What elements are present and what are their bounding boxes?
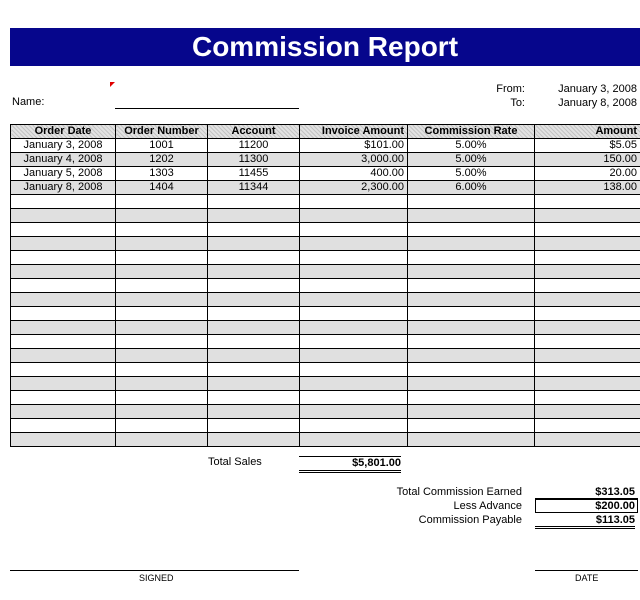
less-advance-label: Less Advance [453,500,522,512]
from-label: From: [496,83,525,95]
table-cell[interactable] [300,433,408,447]
table-cell[interactable] [300,293,408,307]
table-row [11,307,640,321]
table-cell[interactable] [535,251,640,265]
table-cell[interactable] [300,363,408,377]
column-header: Invoice Amount [300,125,408,139]
comment-indicator-icon [110,82,115,87]
table-row [11,349,640,363]
table-cell[interactable] [408,405,535,419]
commission-payable-value[interactable]: $113.05 [535,514,635,529]
table-cell[interactable] [208,237,300,251]
table-row [11,195,640,209]
commission-earned-label: Total Commission Earned [396,486,522,498]
table-cell[interactable] [116,405,208,419]
table-cell[interactable] [11,405,116,419]
table-row [11,405,640,419]
signature-line[interactable] [10,570,299,571]
table-cell[interactable] [116,363,208,377]
table-cell[interactable] [300,279,408,293]
table-cell[interactable] [300,405,408,419]
table-cell[interactable] [11,349,116,363]
table-cell[interactable] [116,349,208,363]
table-cell[interactable] [535,349,640,363]
table-cell[interactable] [535,209,640,223]
table-cell[interactable] [300,307,408,321]
table-cell[interactable] [300,377,408,391]
table-cell[interactable] [408,321,535,335]
table-row [11,391,640,405]
date-line[interactable] [535,570,638,571]
table-cell[interactable] [116,279,208,293]
table-cell[interactable] [535,307,640,321]
table-cell[interactable] [535,279,640,293]
table-cell[interactable] [408,195,535,209]
table-row [11,153,640,167]
total-sales-value[interactable]: $5,801.00 [299,456,401,473]
table-cell[interactable] [300,335,408,349]
table-cell[interactable] [208,349,300,363]
table-cell[interactable] [208,209,300,223]
report-title: Commission Report [10,28,640,66]
table-cell[interactable] [535,405,640,419]
table-cell[interactable]: January 4, 2008 [11,153,116,167]
table-cell[interactable] [408,377,535,391]
table-cell[interactable]: 5.00% [408,139,535,153]
table-row [11,251,640,265]
signed-label: SIGNED [139,573,174,583]
table-cell[interactable] [300,419,408,433]
table-cell[interactable] [11,307,116,321]
table-row [11,139,640,153]
table-cell[interactable] [408,265,535,279]
table-cell[interactable] [535,377,640,391]
table-cell[interactable] [208,279,300,293]
table-cell[interactable] [208,307,300,321]
commission-earned-value[interactable]: $313.05 [595,486,635,498]
table-cell[interactable]: 138.00 [535,181,640,195]
table-cell[interactable] [11,335,116,349]
table-cell[interactable] [116,265,208,279]
to-label: To: [510,97,525,109]
table-row [11,363,640,377]
table-cell[interactable] [408,335,535,349]
table-cell[interactable] [208,405,300,419]
table-cell[interactable] [535,195,640,209]
table-cell[interactable] [208,377,300,391]
table-cell[interactable] [408,251,535,265]
table-cell[interactable] [116,223,208,237]
table-cell[interactable] [208,195,300,209]
table-cell[interactable] [208,251,300,265]
table-cell[interactable] [11,433,116,447]
table-row [11,279,640,293]
table-header-row [11,125,640,139]
table-cell[interactable] [535,335,640,349]
table-cell[interactable] [300,349,408,363]
table-cell[interactable] [116,293,208,307]
table-cell[interactable] [11,293,116,307]
table-cell[interactable] [11,279,116,293]
table-cell[interactable] [300,391,408,405]
table-cell[interactable] [116,307,208,321]
table-cell[interactable] [11,419,116,433]
name-field[interactable] [115,108,299,109]
table-cell[interactable] [408,293,535,307]
table-cell[interactable] [208,391,300,405]
to-date[interactable]: January 8, 2008 [558,97,637,109]
column-header: Commission Rate [408,125,535,139]
table-cell[interactable]: 1404 [116,181,208,195]
table-cell[interactable] [535,391,640,405]
table-cell[interactable] [300,265,408,279]
table-cell[interactable] [11,237,116,251]
table-cell[interactable] [535,363,640,377]
table-row [11,321,640,335]
table-cell[interactable] [300,251,408,265]
table-cell[interactable] [408,349,535,363]
table-cell[interactable] [408,223,535,237]
table-cell[interactable] [535,265,640,279]
table-cell[interactable] [535,223,640,237]
table-cell[interactable] [116,195,208,209]
table-cell[interactable] [300,195,408,209]
table-cell[interactable] [11,209,116,223]
commission-payable-label: Commission Payable [418,514,522,526]
table-cell[interactable] [11,321,116,335]
table-cell[interactable] [116,391,208,405]
table-cell[interactable] [116,335,208,349]
table-cell[interactable]: 11200 [208,139,300,153]
table-cell[interactable] [408,237,535,251]
less-advance-value[interactable]: $200.00 [535,499,638,513]
table-cell[interactable] [208,223,300,237]
table-cell[interactable] [300,237,408,251]
table-cell[interactable] [535,321,640,335]
table-row [11,377,640,391]
table-cell[interactable]: 1303 [116,167,208,181]
table-cell[interactable] [11,265,116,279]
table-cell[interactable] [208,293,300,307]
table-cell[interactable] [11,363,116,377]
table-cell[interactable]: 5.00% [408,153,535,167]
table-row [11,209,640,223]
table-cell[interactable] [208,363,300,377]
table-cell[interactable] [535,237,640,251]
table-cell[interactable]: $5.05 [535,139,640,153]
table-cell[interactable] [300,223,408,237]
table-cell[interactable]: January 5, 2008 [11,167,116,181]
table-cell[interactable] [116,209,208,223]
table-cell[interactable]: January 3, 2008 [11,139,116,153]
table-cell[interactable] [535,293,640,307]
table-cell[interactable]: 2,300.00 [300,181,408,195]
total-sales-label: Total Sales [208,456,262,468]
table-cell[interactable]: January 8, 2008 [11,181,116,195]
commission-table [10,124,640,447]
table-row [11,419,640,433]
table-cell[interactable]: 11344 [208,181,300,195]
table-row [11,433,640,447]
table-cell[interactable] [208,433,300,447]
table-cell[interactable] [208,265,300,279]
table-cell[interactable] [535,433,640,447]
table-cell[interactable] [11,195,116,209]
table-row [11,265,640,279]
column-header: Order Date [11,125,116,139]
table-cell[interactable] [11,377,116,391]
table-row [11,335,640,349]
table-cell[interactable] [116,321,208,335]
table-cell[interactable] [408,279,535,293]
table-cell[interactable]: 1202 [116,153,208,167]
table-cell[interactable] [408,209,535,223]
table-cell[interactable] [11,251,116,265]
table-row [11,293,640,307]
column-header: Account [208,125,300,139]
table-cell[interactable] [208,321,300,335]
table-row [11,223,640,237]
table-row [11,167,640,181]
table-cell[interactable] [408,363,535,377]
table-cell[interactable] [208,419,300,433]
table-row [11,237,640,251]
from-date[interactable]: January 3, 2008 [558,83,637,95]
table-cell[interactable] [116,419,208,433]
table-cell[interactable]: 5.00% [408,167,535,181]
table-cell[interactable] [408,433,535,447]
column-header: Amount [535,125,640,139]
table-cell[interactable]: 1001 [116,139,208,153]
table-cell[interactable] [116,251,208,265]
column-header: Order Number [116,125,208,139]
table-cell[interactable] [11,223,116,237]
table-cell[interactable] [116,377,208,391]
table-cell[interactable]: 150.00 [535,153,640,167]
table-cell[interactable]: 20.00 [535,167,640,181]
table-row [11,181,640,195]
table-cell[interactable] [116,237,208,251]
table-cell[interactable]: $101.00 [300,139,408,153]
table-cell[interactable] [208,335,300,349]
table-cell[interactable] [300,321,408,335]
table-cell[interactable]: 400.00 [300,167,408,181]
table-cell[interactable] [300,209,408,223]
table-cell[interactable]: 11455 [208,167,300,181]
table-cell[interactable]: 11300 [208,153,300,167]
table-cell[interactable]: 3,000.00 [300,153,408,167]
table-cell[interactable] [116,433,208,447]
table-cell[interactable]: 6.00% [408,181,535,195]
table-cell[interactable] [408,391,535,405]
table-cell[interactable] [11,391,116,405]
date-label: DATE [575,573,599,583]
table-cell[interactable] [535,419,640,433]
name-label: Name: [12,96,45,108]
table-cell[interactable] [408,307,535,321]
table-cell[interactable] [408,419,535,433]
